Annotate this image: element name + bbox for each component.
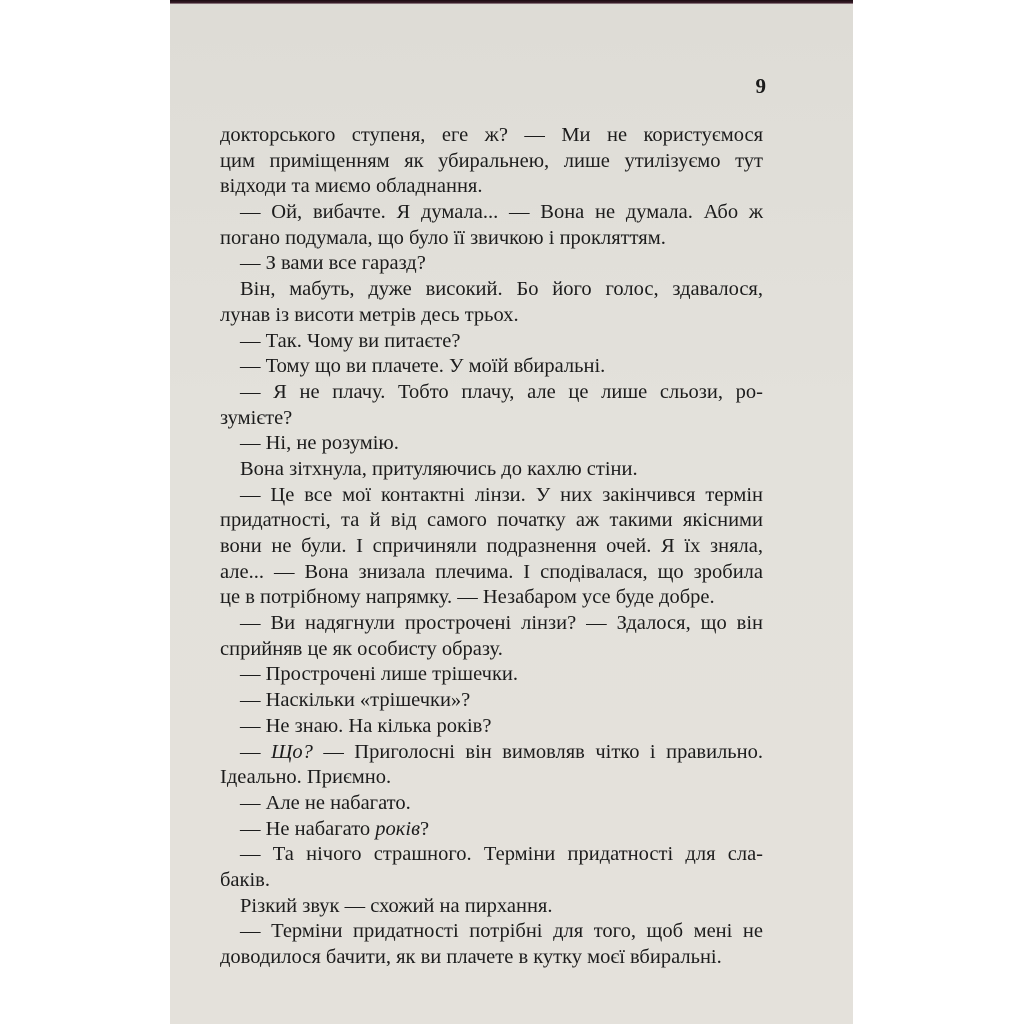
text-line: Різкий звук — схожий на пирхання.: [240, 894, 553, 917]
text-line: — Ви надягнули прострочені лінзи? — Здалося, що він: [240, 612, 763, 635]
text-line: Він, мабуть, дуже високий. Бо його голос, здавалося,: [240, 278, 763, 301]
text-line: придатності, та й від самого початку аж такими якісними: [220, 509, 763, 532]
text-line: лунав із висоти метрів десь трьох.: [220, 303, 519, 326]
text-line: — Прострочені лише трішечки.: [240, 663, 519, 686]
text-line: докторського ступеня, еге ж? — Ми не користуємося: [220, 124, 763, 146]
text-line: [220, 817, 763, 843]
text-line: Ідеально. Приємно.: [220, 766, 392, 789]
text-line: цим приміщенням як убиральнею, лише утилізуємо тут: [220, 149, 763, 172]
text-line: — Не знаю. На кілька років?: [240, 714, 492, 737]
text-line: — З вами все гаразд?: [240, 252, 426, 275]
text-line: баків.: [220, 868, 270, 891]
text-fragment: —: [240, 740, 271, 763]
text-line: зумієте?: [220, 406, 293, 429]
text-line: це в потрібному напрямку. — Незабаром усе буде добре.: [220, 586, 715, 609]
page-top-edge: [170, 0, 853, 4]
text-fragment: ?: [419, 817, 430, 840]
text-line: — Ой, вибачте. Я думала... — Вона не думала. Або ж: [240, 201, 763, 224]
text-line: але... — Вона знизала плечима. І сподівалася, що зробила: [220, 560, 763, 583]
text-line: — Та нічого страшного. Терміни придатності для сла-: [240, 843, 763, 866]
text-line: — Тому що ви плачете. У моїй вбиральні.: [240, 355, 606, 378]
text-line: [220, 740, 763, 766]
book-page: [170, 0, 853, 1024]
text-line: сприйняв це як особисту образу.: [220, 637, 503, 660]
text-line: відходи та миємо обладнання.: [220, 175, 483, 198]
text-line: Вона зітхнула, притуляючись до кахлю стіни.: [240, 457, 638, 480]
text-fragment: — Приголосні він вимовляв чітко і правильно.: [312, 740, 763, 763]
text-line: — Я не плачу. Тобто плачу, але це лише сльози, ро-: [240, 380, 763, 403]
text-line: — Ні, не розумію.: [240, 432, 399, 455]
body-text: [220, 123, 763, 971]
italic-emphasis: років: [375, 817, 420, 840]
text-line: — Так. Чому ви питаєте?: [240, 329, 461, 352]
text-line: — Але не набагато.: [240, 791, 411, 814]
text-line: погано подумала, що було її звичкою і прокляттям.: [220, 226, 666, 249]
text-line: вони не були. І спричиняли подразнення очей. Я їх зняла,: [220, 535, 763, 557]
text-line: доводилося бачити, як ви плачете в кутку моєї вбиральні.: [220, 946, 722, 968]
italic-emphasis: Що?: [270, 740, 313, 763]
text-line: — Наскільки «трішечки»?: [240, 689, 471, 712]
page-number: 9: [755, 74, 766, 98]
text-fragment: — Не набагато: [240, 817, 376, 840]
text-line: — Терміни придатності потрібні для того, щоб мені не: [240, 920, 763, 943]
text-line: — Це все мої контактні лінзи. У них закінчився термін: [240, 483, 763, 506]
